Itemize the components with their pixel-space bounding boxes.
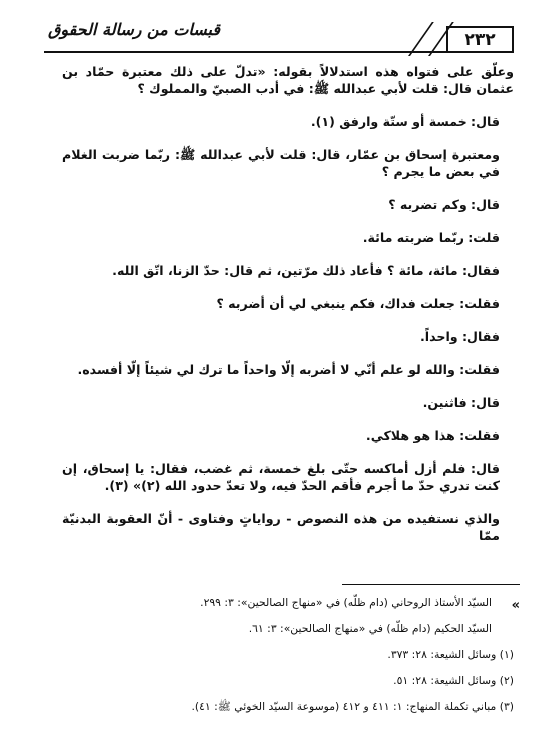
paragraph: فقلت: والله لو علم أنّي لا أضربه إلّا واحداً ما ترك لي شيئاً إلّا أفسده.: [77, 362, 500, 377]
paragraph: فقلت: جعلت فداك، فكم ينبغي لي أن أضربه ؟: [216, 296, 500, 311]
paragraph: قال: فاثنين.: [422, 395, 500, 410]
paragraph: قال: خمسة أو ستّة وارفق (١).: [310, 114, 500, 129]
footnote-item: (٢) وسائل الشيعة: ٢٨: ٥١.: [393, 674, 514, 687]
paragraph: قال: فلم أزل أماكسه حتّى بلغ خمسة، ثم غضب، فقال: يا إسحاق، إن كنت تدري حدّ ما أجرم فأقم الحدّ فيه، ولا تعدّ حدود الله (٢)» (٣).: [62, 461, 500, 493]
footnote-quote-marker: »: [511, 598, 520, 613]
page-header: [44, 18, 514, 52]
paragraph: قال: وكم تضربه ؟: [388, 197, 500, 212]
paragraph: فقال: مائة، مائة ؟ فأعاد ذلك مرّتين، ثم قال: حدّ الزنا، اتّق الله.: [112, 263, 500, 278]
header-rule: [44, 51, 514, 53]
paragraph: وعلّق على فتواه هذه استدلالاً بقوله: «تدلّ على ذلك معتبرة حمّاد بن عثمان قال: قلت لأبي عبدالله ﷺ: في أدب الصبيّ والمملوك ؟: [62, 64, 514, 96]
footnotes: [90, 592, 520, 722]
book-title: قبسات من رسالة الحقوق: [48, 20, 221, 39]
paragraph: والذي نستفيده من هذه النصوص - رواياتٍ وفتاوى - أنّ العقوبة البدنيّة ممّا: [62, 511, 500, 543]
main-text: [62, 58, 514, 555]
paragraph: ومعتبرة إسحاق بن عمّار، قال: قلت لأبي عبدالله ﷺ: ربّما ضربت الغلام في بعض ما يجرم ؟: [62, 147, 500, 179]
footnote-inline: السيّد الأستاذ الروحاني (دام ظلّه) في «منهاج الصالحين»: ٣: ٢٩٩.: [200, 596, 492, 609]
paragraph: قلت: ربّما ضربته مائة.: [362, 230, 500, 245]
footnote-separator: [342, 584, 520, 585]
paragraph: فقلت: هذا هو هلاكي.: [365, 428, 500, 443]
footnote-item: (٣) مباني تكملة المنهاج: ١: ٤١١ و ٤١٢ (موسوعة السيّد الخوئي ﷺ: ٤١).: [191, 700, 514, 713]
page-number: ٢٣٢: [446, 26, 514, 52]
footnote-inline: السيّد الحكيم (دام ظلّه) في «منهاج الصالحين»: ٣: ٦١.: [248, 622, 492, 635]
footnote-item: (١) وسائل الشيعة: ٢٨: ٣٧٣.: [387, 648, 514, 661]
paragraph: فقال: واحداً.: [420, 329, 500, 344]
